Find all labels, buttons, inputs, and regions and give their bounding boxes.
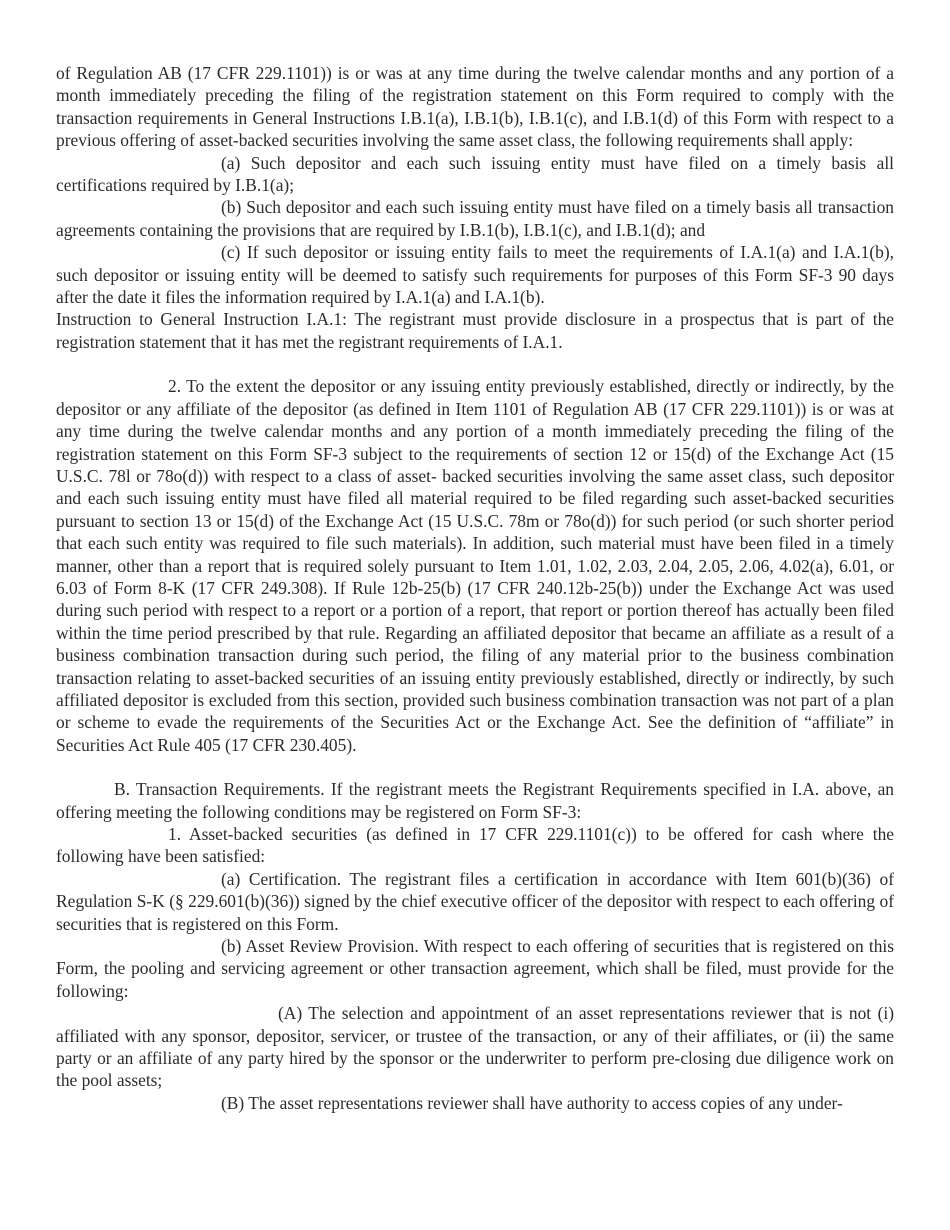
- paragraph-item-b: (b) Such depositor and each such issuing entity must have filed on a timely basis all transaction agreements containing the provisions that are required by I.B.1(b), I.B.1(c), and I.B.1(d); and: [56, 197, 894, 240]
- paragraph-b-1-a-certification: (a) Certification. The registrant files a certification in accordance with Item 601(b)(36) of Regulation S-K (§ 229.601(b)(36)) signed by the chief executive officer of the depositor with respect to each offering of securities that is registered on this Form.: [56, 868, 894, 934]
- paragraph-intro: of Regulation AB (17 CFR 229.1101)) is or was at any time during the twelve calendar months and any portion of a month immediately preceding the filing of the registration statement on this Form required to comply with the transaction requirements in General Instructions I.B.1(a), I.B.1(b), I.B.1(c), and I.B.1(d) of this Form with respect to a previous offering of asset-backed securities involving the same asset class, the following requirements shall apply:: [56, 63, 894, 151]
- paragraph-spacer: [56, 353, 894, 375]
- paragraph-item-a: (a) Such depositor and each such issuing entity must have filed on a timely basis all certifications required by I.B.1(a);: [56, 152, 894, 196]
- paragraph-b-1-b-asset-review: (b) Asset Review Provision. With respect to each offering of securities that is registered on this Form, the pooling and servicing agreement or other transaction agreement, which shall be filed, must provide for the following:: [56, 936, 894, 1001]
- paragraph-b-1-b-A: (A) The selection and appointment of an asset representations reviewer that is not (i) affiliated with any sponsor, depositor, servicer, or trustee of the transaction, or any of their affiliates, or (ii) the same party or an affiliate of any party hired by the sponsor or the underwriter to perform pre-closing due diligence work on the pool assets;: [56, 1003, 894, 1091]
- section-b-transaction-requirements: B. Transaction Requirements. If the registrant meets the Registrant Requirements specified in I.A. above, an offering meeting the following conditions may be registered on Form SF-3:: [56, 779, 894, 822]
- paragraph-instruction: Instruction to General Instruction I.A.1: The registrant must provide disclosure in a prospectus that is part of the registration statement that it has met the registrant requirements of I.A.1.: [56, 309, 894, 352]
- paragraph-spacer: [56, 756, 894, 778]
- paragraph-item-2: 2. To the extent the depositor or any issuing entity previously established, directly or indirectly, by the depositor or any affiliate of the depositor (as defined in Item 1101 of Regulation AB (17 CFR 229.1101)) is or was at any time during the twelve calendar months and any portion of a month immediately preceding the filing of the registration statement on this Form SF-3 subject to the requirements of section 12 or 15(d) of the Exchange Act (15 U.S.C. 78l or 78o(d)) with respect to a class of asset- backed securities involving the same asset class, such depositor and each such issuing entity must have filed all material required to be filed regarding such asset-backed securities pursuant to section 13 or 15(d) of the Exchange Act (15 U.S.C. 78m or 78o(d)) for such period (or such shorter period that each such entity was required to file such materials). In addition, such material must have been filed in a timely manner, other than a report that is required solely pursuant to Item 1.01, 1.02, 2.03, 2.04, 2.05, 2.06, 4.02(a), 6.01, or 6.03 of Form 8-K (17 CFR 249.308). If Rule 12b-25(b) (17 CFR 240.12b-25(b)) under the Exchange Act was used during such period with respect to a report or a portion of a report, that report or portion thereof has actually been filed within the time period prescribed by that rule. Regarding an affiliated depositor that became an affiliate as a result of a business combination transaction during such period, the filing of any material prior to the business combination transaction relating to asset-backed securities of an issuing entity previously established, directly or indirectly, by such affiliated depositor is excluded from this section, provided such business combination transaction was not part of a plan or scheme to evade the requirements of the Securities Act or the Exchange Act. See the definition of “affiliate” in Securities Act Rule 405 (17 CFR 230.405).: [56, 376, 894, 755]
- paragraph-b-1: 1. Asset-backed securities (as defined in 17 CFR 229.1101(c)) to be offered for cash where the following have been satisfied:: [56, 824, 894, 867]
- paragraph-item-c: (c) If such depositor or issuing entity fails to meet the requirements of I.A.1(a) and I.A.1(b), such depositor or issuing entity will be deemed to satisfy such requirements for purposes of this Form SF-3 90 days after the date it files the information required by I.A.1(a) and I.A.1(b).: [56, 242, 894, 308]
- paragraph-b-1-b-B: (B) The asset representations reviewer shall have authority to access copies of any under-: [221, 1092, 843, 1113]
